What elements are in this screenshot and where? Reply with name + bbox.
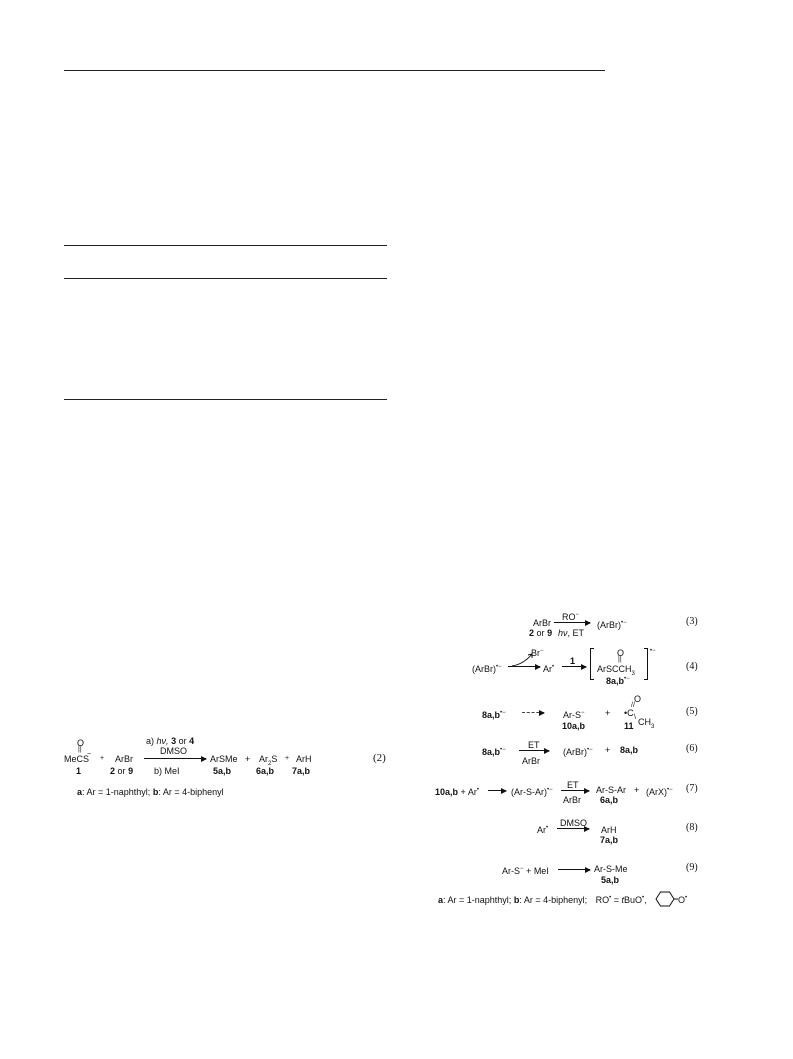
eq4-adduct: ArSCCH$_3$ <box>597 664 635 677</box>
eq6-below: ArBr <box>522 756 540 766</box>
eq8-above: DMSO <box>560 818 587 828</box>
scheme-2-footnote: a: Ar = 1-naphthyl; b: Ar = 4-biphenyl <box>77 787 224 797</box>
eq3-reactant-number: 2 or 9 <box>529 628 553 638</box>
eq3-reactant: ArBr <box>533 618 551 628</box>
eq8-reactant: Ar• <box>537 825 549 835</box>
eq5-acyl-carbon: •C <box>624 708 634 718</box>
product-diaryl-sulfide-number: 6a,b <box>256 766 275 776</box>
plus-sign: + <box>245 754 251 764</box>
thioacetate-oxygen: O <box>77 738 85 748</box>
eq7-below: ArBr <box>563 795 581 805</box>
eq7-reactant: 10a,b + Ar• <box>435 787 479 797</box>
eq4-adduct-oxygen: O <box>617 648 625 658</box>
plus-sign: + <box>285 755 290 762</box>
eq7-intermediate: (Ar-S-Ar)•− <box>511 787 553 797</box>
eq4-adduct-charge: •− <box>650 648 656 654</box>
phenoxide-oxygen: O• <box>678 895 688 905</box>
eq7-product-2: (ArX)•− <box>646 787 673 797</box>
eq3-product: (ArBr)•− <box>597 620 627 630</box>
mechanism-footnote: a: Ar = 1-naphthyl; b: Ar = 4-biphenyl; RO• = tBuO•, <box>438 895 647 905</box>
thioacetate-label: MeCS <box>64 754 90 764</box>
eq4-radical: Ar• <box>543 664 555 674</box>
reaction-arrow-2 <box>144 758 206 759</box>
aryl-bromide-numbers: 2 or 9 <box>110 766 134 776</box>
thioacetate-charge: − <box>87 751 92 758</box>
eq4-arrow-1 <box>508 666 540 667</box>
equation-number-8: (8) <box>686 822 698 833</box>
eq7-arrow-2 <box>561 790 589 791</box>
eq4-bracket-left <box>590 648 594 680</box>
aryl-bromide-label: ArBr <box>115 754 133 764</box>
eq9-arrow <box>558 869 590 870</box>
eq7-product-1: Ar-S-Ar <box>596 785 626 795</box>
eq3-above: RO− <box>562 612 580 622</box>
thioacetate-double-bond: || <box>78 746 82 753</box>
eq5-acyl-methyl-bond: \ <box>634 714 636 721</box>
condition-b: b) MeI <box>154 766 180 776</box>
eq6-above: ET <box>528 740 540 750</box>
plus-sign: + <box>634 785 640 795</box>
eq6-product-1: (ArBr)•− <box>563 747 593 757</box>
table-rule-header <box>64 278 387 279</box>
eq8-product-number: 7a,b <box>600 835 619 845</box>
equation-number-5: (5) <box>686 706 698 717</box>
product-diaryl-sulfide: $Ar_2S$ <box>259 754 278 767</box>
eq5-thiolate-number: 10a,b <box>562 721 586 731</box>
eq5-acyl-double-bond: // <box>631 702 635 709</box>
eq9-product-number: 5a,b <box>601 875 620 885</box>
equation-number-4: (4) <box>686 661 698 672</box>
eq9-product: Ar-S-Me <box>594 864 628 874</box>
eq5-arrow <box>522 712 544 713</box>
condition-dmso: DMSO <box>160 746 187 756</box>
equation-number-9: (9) <box>686 862 698 873</box>
eq6-product-2: 8a,b <box>620 745 639 755</box>
eq5-thiolate: Ar-S− <box>563 710 585 720</box>
eq8-product: ArH <box>601 825 617 835</box>
product-arh: ArH <box>296 754 312 764</box>
eq7-product-1-number: 6a,b <box>600 795 619 805</box>
eq4-adduct-number: 8a,b•− <box>606 676 630 686</box>
top-rule <box>64 70 605 71</box>
eq5-acyl-oxygen: O <box>634 694 642 704</box>
phenoxide-ring-icon <box>652 890 678 908</box>
equation-number-2: (2) <box>373 752 386 764</box>
eq4-adduct-double-bond: || <box>618 656 622 663</box>
eq4-reagent: 1 <box>570 656 576 666</box>
condition-a: a) hν, 3 or 4 <box>146 736 195 746</box>
equation-number-7: (7) <box>686 783 698 794</box>
eq6-arrow <box>519 750 549 751</box>
plus-sign: + <box>605 745 611 755</box>
product-arh-number: 7a,b <box>292 766 311 776</box>
eq9-reactants: Ar-S− + MeI <box>502 866 549 876</box>
eq4-bracket-right <box>644 648 648 680</box>
eq4-reactant: (ArBr)•− <box>472 664 502 674</box>
equation-number-3: (3) <box>686 616 698 627</box>
compound-1-number: 1 <box>76 766 82 776</box>
product-arsme: ArSMe <box>210 754 238 764</box>
eq5-acyl-methyl: $CH_3$ <box>638 717 655 730</box>
product-arsme-number: 5a,b <box>213 766 232 776</box>
eq5-acyl-number: 11 <box>624 721 634 731</box>
table-rule-bottom <box>64 399 387 400</box>
equation-number-6: (6) <box>686 743 698 754</box>
eq3-below: hν, ET <box>558 628 585 638</box>
table-rule-top <box>64 245 387 246</box>
eq4-arrow-2 <box>562 666 586 667</box>
eq7-above: ET <box>567 780 579 790</box>
eq8-arrow <box>557 828 589 829</box>
plus-sign: + <box>100 755 105 762</box>
eq5-reactant: 8a,b•− <box>482 710 506 720</box>
eq6-reactant: 8a,b•− <box>482 747 506 757</box>
plus-sign: + <box>605 708 611 718</box>
eq4-leaving-group: Br− <box>531 648 544 658</box>
eq7-arrow-1 <box>488 790 506 791</box>
eq3-arrow <box>554 622 590 623</box>
